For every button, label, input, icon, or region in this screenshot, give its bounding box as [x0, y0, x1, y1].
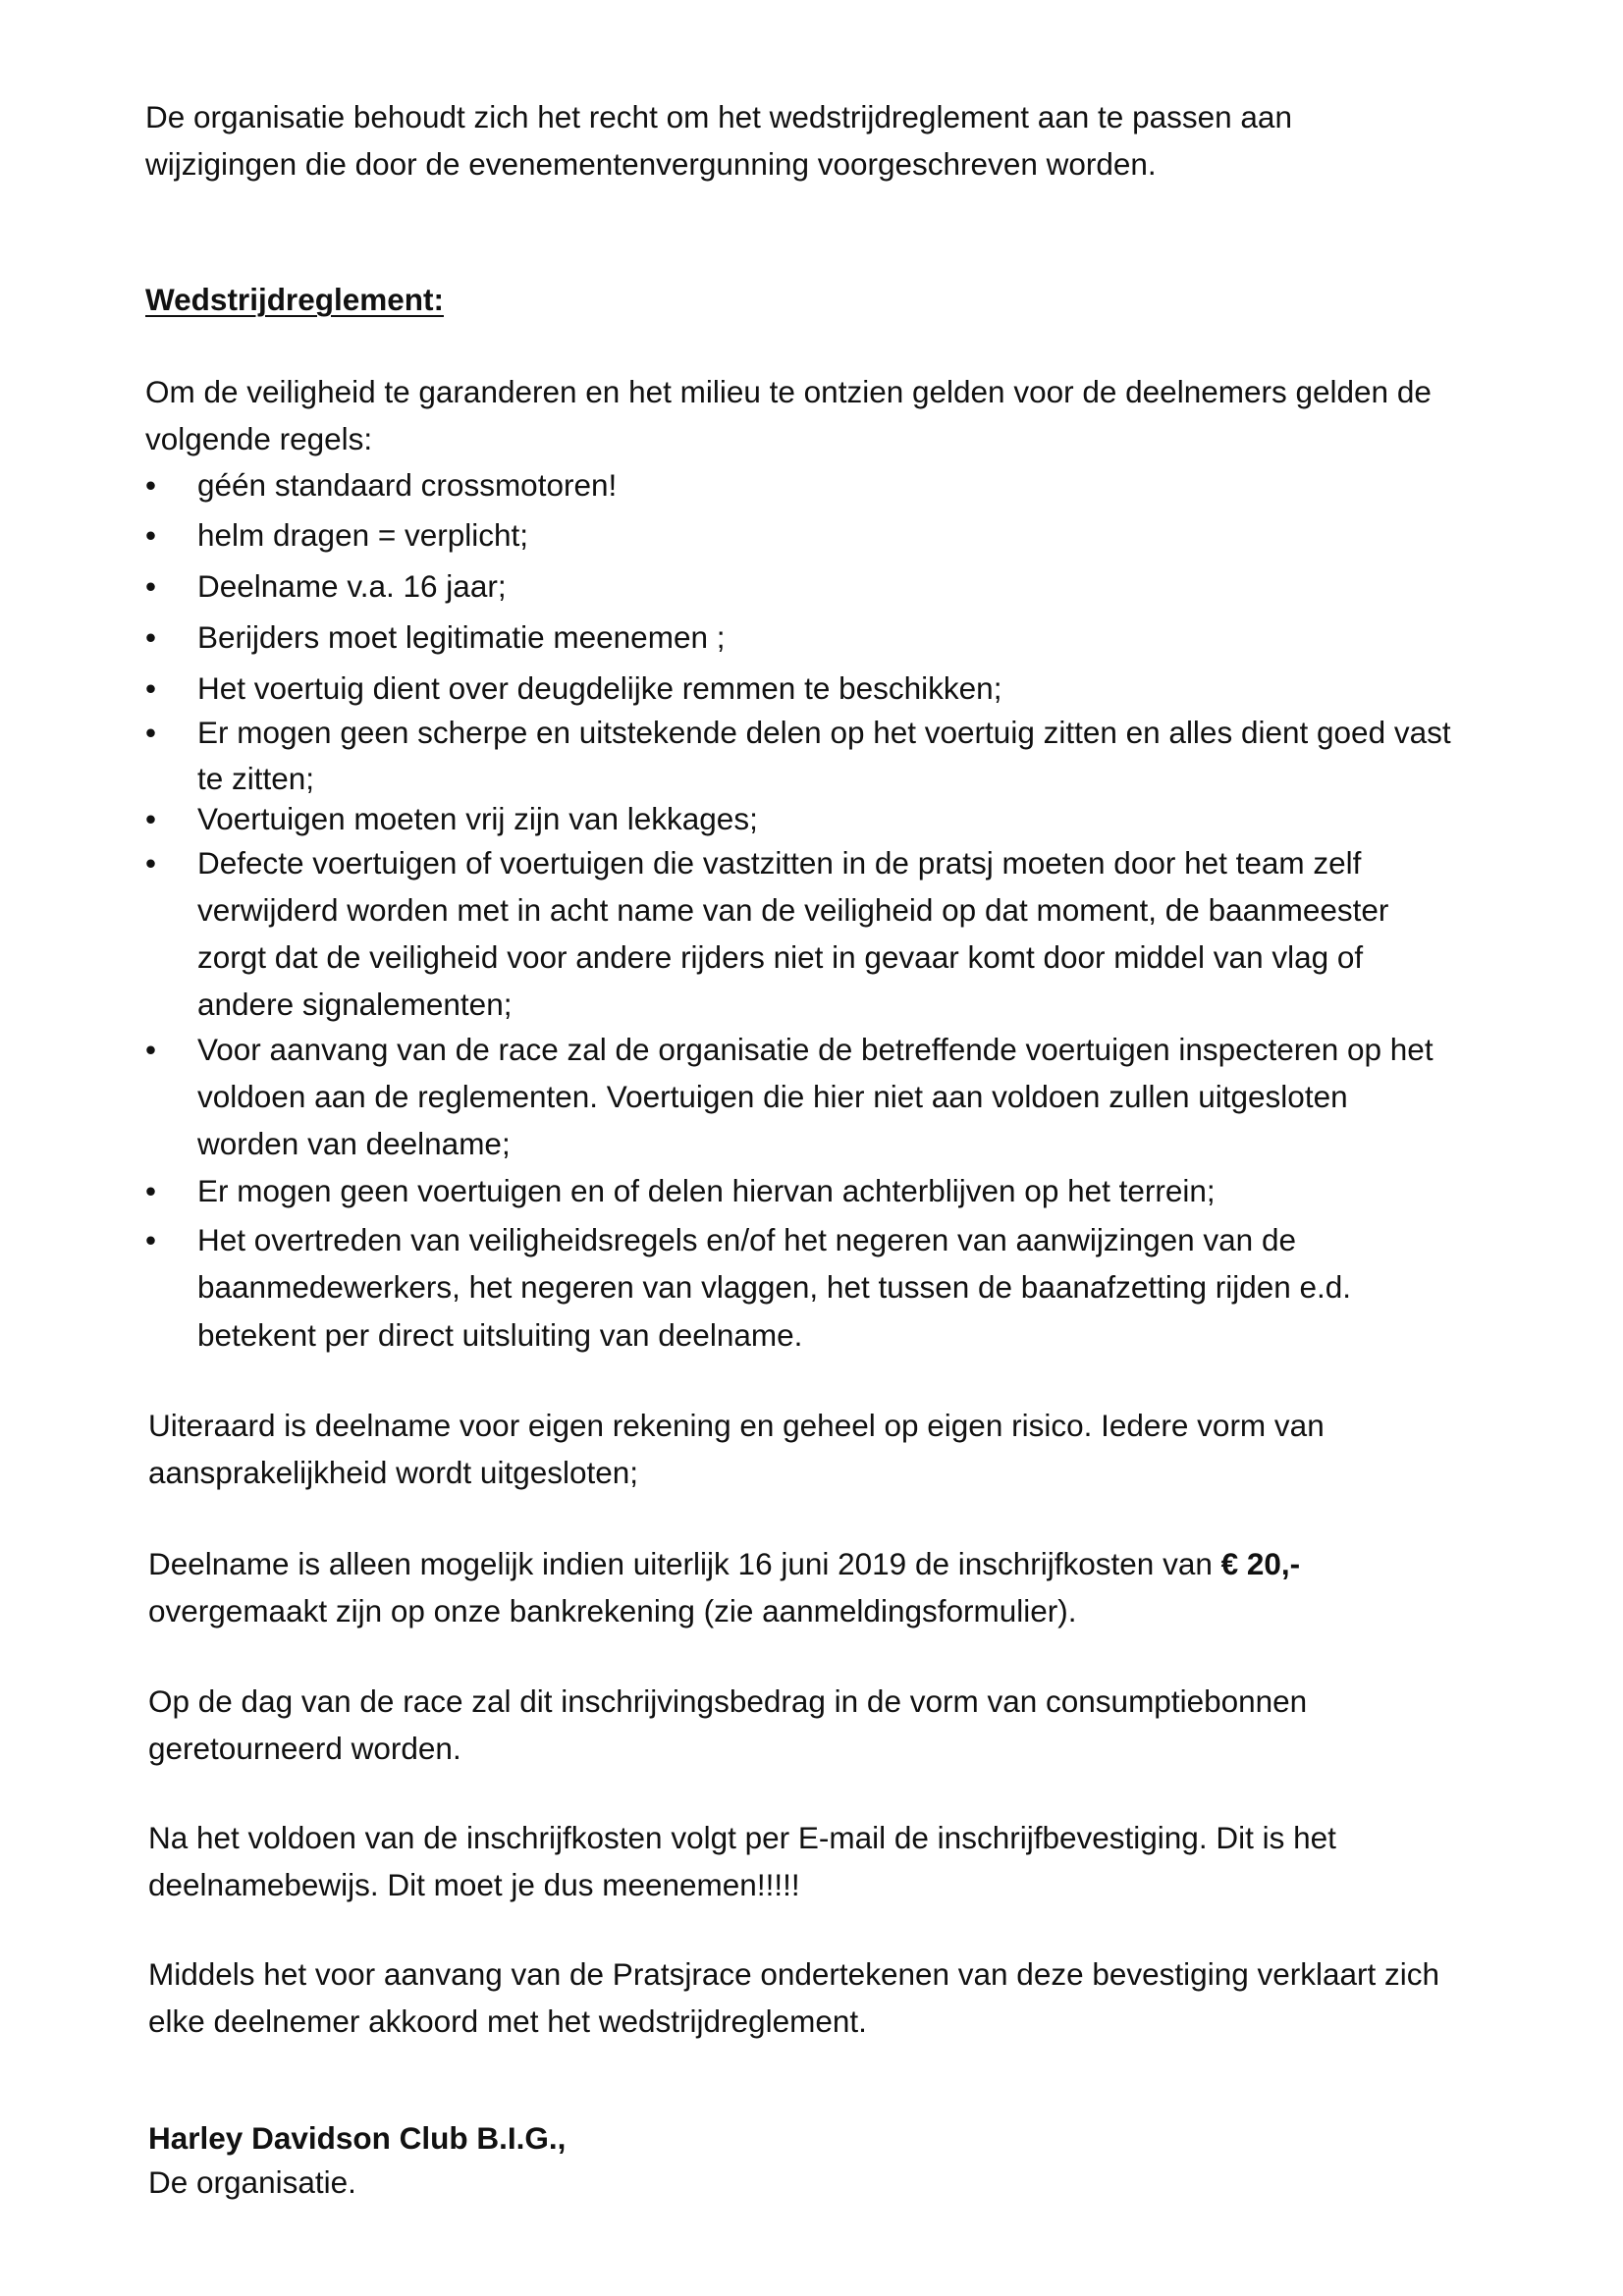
fee-text: Deelname is alleen mogelijk indien uiterlijk 16 juni 2019 de inschrijfkosten van: [148, 1546, 1221, 1581]
agreement-line-2: elke deelnemer akkoord met het wedstrijdreglement.: [148, 2003, 867, 2039]
list-item-text: Deelname v.a. 16 jaar;: [197, 568, 507, 604]
list-item-text: baanmedewerkers, het negeren van vlaggen, het tussen de baanafzetting rijden e.d.: [197, 1269, 1352, 1305]
list-item-text: zorgt dat de veiligheid voor andere rijders niet in gevaar komt door middel van vlag of: [197, 939, 1364, 975]
bullet-icon: •: [145, 715, 157, 750]
bullet-icon: •: [145, 801, 157, 836]
bullet-icon: •: [145, 568, 157, 604]
bullet-icon: •: [145, 619, 157, 655]
refund-line-2: geretourneerd worden.: [148, 1731, 461, 1766]
list-item-text: Er mogen geen scherpe en uitstekende delen op het voertuig zitten en alles dient goed vast: [197, 715, 1451, 750]
bullet-icon: •: [145, 1173, 157, 1208]
bullet-icon: •: [145, 1222, 157, 1257]
list-item-text: voldoen aan de reglementen. Voertuigen die hier niet aan voldoen zullen uitgesloten: [197, 1079, 1348, 1114]
rules-intro-line-2: volgende regels:: [145, 421, 373, 456]
intro-line-2: wijzigingen die door de evenementenvergunning voorgeschreven worden.: [145, 146, 1157, 182]
list-item-text: Het voertuig dient over deugdelijke remmen te beschikken;: [197, 670, 1002, 706]
confirmation-line-2: deelnamebewijs. Dit moet je dus meenemen!!!!!: [148, 1867, 800, 1902]
risk-line-2: aansprakelijkheid wordt uitgesloten;: [148, 1455, 639, 1490]
list-item-text: helm dragen = verplicht;: [197, 517, 529, 553]
list-item-text: worden van deelname;: [197, 1126, 511, 1161]
bullet-icon: •: [145, 517, 157, 553]
signature-club: Harley Davidson Club B.I.G.,: [148, 2120, 567, 2156]
list-item-text: andere signalementen;: [197, 987, 513, 1022]
list-item-text: te zitten;: [197, 761, 315, 796]
signature-org: De organisatie.: [148, 2164, 356, 2200]
bullet-icon: •: [145, 1032, 157, 1067]
agreement-line-1: Middels het voor aanvang van de Pratsjrace ondertekenen van deze bevestiging verklaart zich: [148, 1956, 1440, 1992]
bullet-icon: •: [145, 670, 157, 706]
list-item-text: Het overtreden van veiligheidsregels en/of het negeren van aanwijzingen van de: [197, 1222, 1296, 1257]
intro-line-1: De organisatie behoudt zich het recht om het wedstrijdreglement aan te passen aan: [145, 99, 1292, 134]
section-heading: Wedstrijdreglement:: [145, 282, 444, 317]
risk-line-1: Uiteraard is deelname voor eigen rekening en geheel op eigen risico. Iedere vorm van: [148, 1408, 1325, 1443]
fee-line-1: [148, 1541, 1300, 1587]
bullet-icon: •: [145, 467, 157, 503]
list-item-text: géén standaard crossmotoren!: [197, 467, 618, 503]
confirmation-line-1: Na het voldoen van de inschrijfkosten volgt per E-mail de inschrijfbevestiging. Dit is het: [148, 1820, 1336, 1855]
list-item-text: Voertuigen moeten vrij zijn van lekkages;: [197, 801, 758, 836]
list-item-text: Berijders moet legitimatie meenemen ;: [197, 619, 726, 655]
list-item-text: Er mogen geen voertuigen en of delen hiervan achterblijven op het terrein;: [197, 1173, 1216, 1208]
list-item-text: Defecte voertuigen of voertuigen die vastzitten in de pratsj moeten door het team zelf: [197, 845, 1362, 881]
list-item-text: betekent per direct uitsluiting van deelname.: [197, 1317, 803, 1353]
fee-line-2: overgemaakt zijn op onze bankrekening (zie aanmeldingsformulier).: [148, 1593, 1077, 1629]
rules-intro-line-1: Om de veiligheid te garanderen en het milieu te ontzien gelden voor de deelnemers gelden de: [145, 374, 1432, 409]
list-item-text: Voor aanvang van de race zal de organisatie de betreffende voertuigen inspecteren op het: [197, 1032, 1434, 1067]
refund-line-1: Op de dag van de race zal dit inschrijvingsbedrag in de vorm van consumptiebonnen: [148, 1683, 1308, 1719]
bullet-icon: •: [145, 845, 157, 881]
list-item-text: verwijderd worden met in acht name van de veiligheid op dat moment, de baanmeester: [197, 892, 1389, 928]
fee-amount: € 20,-: [1220, 1546, 1301, 1581]
